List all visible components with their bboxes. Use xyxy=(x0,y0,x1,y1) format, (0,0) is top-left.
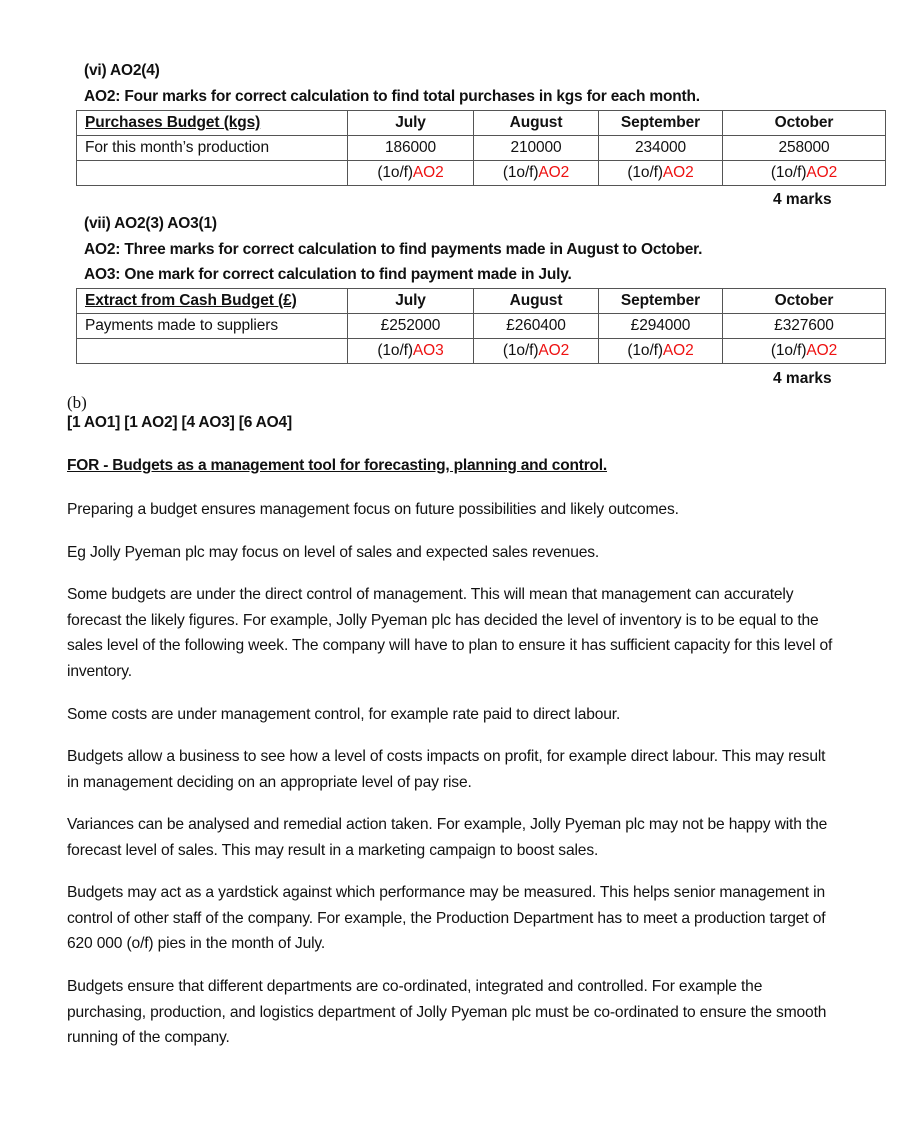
mark-code: AO3 xyxy=(412,342,444,359)
table-header-label: Extract from Cash Budget (£) xyxy=(77,289,348,314)
mark-code: AO2 xyxy=(806,342,838,359)
mark-code: AO2 xyxy=(538,164,570,181)
paragraph: Budgets may act as a yardstick against which performance may be measured. This helps senior management in control of other staff of the company. For example, the Production Department has to meet a production target of 620 000 (o/f) pies in the month of July. xyxy=(67,884,826,952)
paragraph: Some costs are under management control, for example rate paid to direct labour. xyxy=(67,706,621,723)
mark-cell xyxy=(474,339,599,364)
mark-code: AO2 xyxy=(662,164,694,181)
mark-cell xyxy=(723,161,886,186)
paragraph: Preparing a budget ensures management focus on future possibilities and likely outcomes. xyxy=(67,501,679,518)
mark-cell xyxy=(474,161,599,186)
cell-value: £294000 xyxy=(599,314,723,339)
table-header-september: September xyxy=(599,111,723,136)
empty-cell xyxy=(77,161,348,186)
mark-cell xyxy=(599,339,723,364)
cell-value: 210000 xyxy=(474,136,599,161)
section-vii-total: 4 marks xyxy=(773,370,832,387)
mark-row xyxy=(77,339,886,364)
row-label: Payments made to suppliers xyxy=(77,314,348,339)
table-row xyxy=(77,136,886,161)
cell-value: 234000 xyxy=(599,136,723,161)
cell-value: £327600 xyxy=(723,314,886,339)
cell-value: £260400 xyxy=(474,314,599,339)
section-vi-label: (vi) AO2(4) xyxy=(84,62,160,79)
mark-cell xyxy=(348,339,474,364)
section-b-allocation: [1 AO1] [1 AO2] [4 AO3] [6 AO4] xyxy=(67,414,292,431)
mark-code: AO2 xyxy=(538,342,570,359)
table-header-august: August xyxy=(474,111,599,136)
table-row xyxy=(77,314,886,339)
table-header-august: August xyxy=(474,289,599,314)
cash-budget-table xyxy=(76,288,886,364)
paragraph: Some budgets are under the direct control of management. This will mean that management can accurately forecast the likely figures. For example, Jolly Pyeman plc has decided the level of inventory is to be equal to the sales level of the following week. The company will have to plan to ensure it has sufficient capacity for this level of inventory. xyxy=(67,586,833,680)
empty-cell xyxy=(77,339,348,364)
table-header-row xyxy=(77,111,886,136)
section-vi-total: 4 marks xyxy=(773,191,832,208)
section-vii-description-ao2: AO2: Three marks for correct calculation to find payments made in August to October. xyxy=(84,241,703,258)
mark-prefix: (1o/f) xyxy=(502,342,539,359)
mark-prefix: (1o/f) xyxy=(377,342,413,359)
purchases-budget-table xyxy=(76,110,886,186)
mark-prefix: (1o/f) xyxy=(770,342,807,359)
table-header-october: October xyxy=(723,111,886,136)
mark-cell xyxy=(723,339,886,364)
cell-value: £252000 xyxy=(348,314,474,339)
mark-code: AO2 xyxy=(662,342,694,359)
mark-cell xyxy=(348,161,474,186)
table-header-july: July xyxy=(348,289,474,314)
mark-code: AO2 xyxy=(412,164,444,181)
table-header-july: July xyxy=(348,111,474,136)
table-header-october: October xyxy=(723,289,886,314)
paragraph: Budgets ensure that different departments are co-ordinated, integrated and controlled. For example the purchasing, production, and logistics department of Jolly Pyeman plc must be co-ordinated to ensure the smooth running of the company. xyxy=(67,978,827,1046)
section-b-label: (b) xyxy=(67,393,87,412)
mark-prefix: (1o/f) xyxy=(377,164,413,181)
section-vi-description: AO2: Four marks for correct calculation to find total purchases in kgs for each month. xyxy=(84,88,700,105)
mark-prefix: (1o/f) xyxy=(627,342,663,359)
row-label: For this month’s production xyxy=(77,136,348,161)
section-vii-description-ao3: AO3: One mark for correct calculation to find payment made in July. xyxy=(84,266,572,283)
mark-prefix: (1o/f) xyxy=(502,164,539,181)
cell-value: 186000 xyxy=(348,136,474,161)
table-header-row xyxy=(77,289,886,314)
mark-prefix: (1o/f) xyxy=(770,164,807,181)
mark-row xyxy=(77,161,886,186)
paragraph: Budgets allow a business to see how a level of costs impacts on profit, for example direct labour. This may result in management deciding on an appropriate level of pay rise. xyxy=(67,748,826,791)
mark-prefix: (1o/f) xyxy=(627,164,663,181)
mark-code: AO2 xyxy=(806,164,838,181)
paragraph: Variances can be analysed and remedial action taken. For example, Jolly Pyeman plc may not be happy with the forecast level of sales. This may result in a marketing campaign to boost sales. xyxy=(67,816,828,859)
section-vii-label: (vii) AO2(3) AO3(1) xyxy=(84,215,217,232)
for-heading: FOR - Budgets as a management tool for forecasting, planning and control. xyxy=(67,457,608,474)
paragraph: Eg Jolly Pyeman plc may focus on level of sales and expected sales revenues. xyxy=(67,544,600,561)
table-header-september: September xyxy=(599,289,723,314)
cell-value: 258000 xyxy=(723,136,886,161)
table-header-label: Purchases Budget (kgs) xyxy=(77,111,348,136)
mark-cell xyxy=(599,161,723,186)
